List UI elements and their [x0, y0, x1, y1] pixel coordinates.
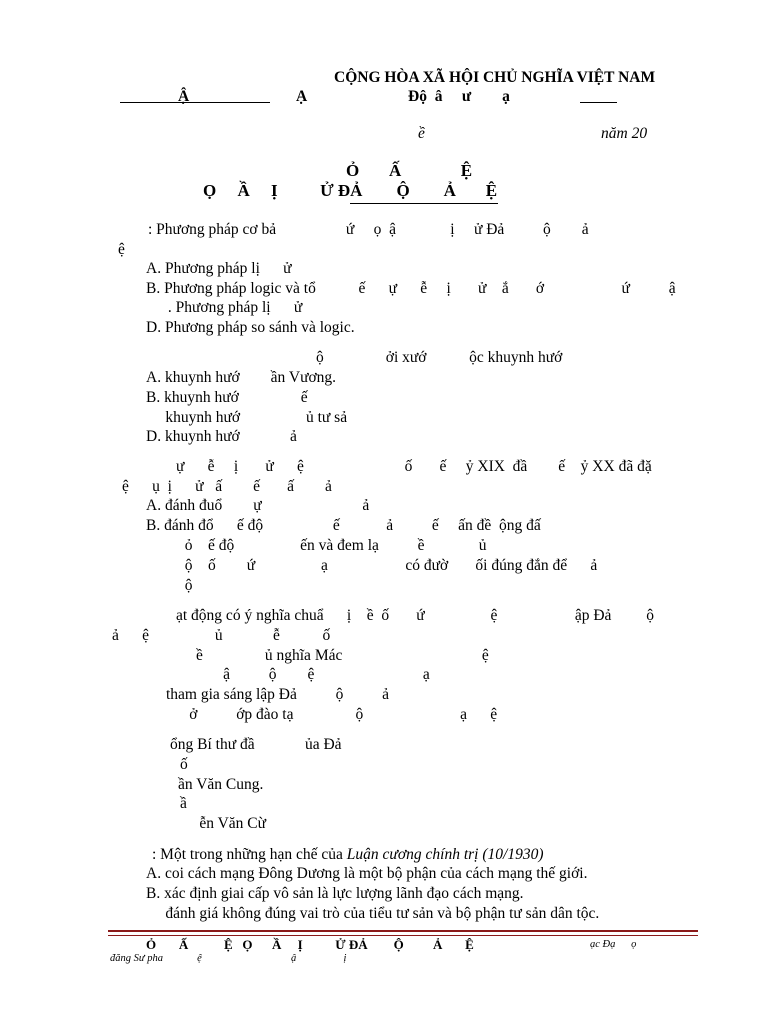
- question-6-stem: [152, 847, 543, 863]
- question-6-stem-prefix: : Một trong những hạn chế của: [152, 846, 347, 863]
- date-year: năm 20: [601, 125, 648, 142]
- question-3-option-a: A. đánh đuổ ự ả: [146, 497, 370, 514]
- question-3-option-b: B. đánh đổ ế độ ế ả ế ấn đề ộng đấ: [146, 517, 541, 534]
- title-underline: [350, 203, 498, 204]
- doc-title-line-2: Ọ Ầ Ị Ử ĐẢ Ộ Ả Ệ: [203, 181, 498, 200]
- question-2-stem: ộ ởi xướ ộc khuynh hướ: [316, 349, 563, 366]
- question-1-option-a: A. Phương pháp lị ử: [146, 260, 292, 277]
- question-3-option-c: ỏ ế độ ến và đem lạ ề ủ: [146, 537, 487, 554]
- question-2-option-a: A. khuynh hướ ần Vương.: [146, 369, 337, 386]
- country-name: CỘNG HÒA XÃ HỘI CHỦ NGHĨA VIỆT NAM: [334, 69, 656, 86]
- question-2-option-d: D. khuynh hướ ả: [146, 428, 297, 445]
- footer-subline: đăng Sư pha ệ ậ ị: [110, 953, 347, 964]
- question-2-option-c: khuynh hướ ủ tư sả: [146, 409, 348, 426]
- question-5-option-a: ố: [180, 756, 188, 773]
- question-6-option-b: B. xác định giai cấp vô sản là lực lượng lãnh đạo cách mạng.: [146, 885, 524, 902]
- question-4-option-d: ở ớp đào tạ ộ ạ ệ: [166, 706, 498, 723]
- question-3-stem-line-2: ệ ụ ị ử ấ ế ấ ả: [122, 478, 332, 495]
- question-5-option-b: ần Văn Cung.: [178, 776, 264, 793]
- question-5-option-c: ầ: [180, 795, 187, 812]
- question-1-stem-line-2: ệ: [118, 241, 125, 258]
- question-1-stem-line-1: : Phương pháp cơ bả ứ ọ ậ ị ử Đả ộ ả: [148, 221, 589, 238]
- footer-rule-thin: [108, 935, 698, 936]
- question-1-option-c: . Phương pháp lị ử: [164, 299, 303, 316]
- question-4-option-a: ề ủ nghĩa Mác ệ: [196, 647, 489, 664]
- question-6-stem-italic: Luận cương chính trị (10/1930): [346, 846, 544, 863]
- question-2-option-b: B. khuynh hướ ế: [146, 389, 308, 406]
- question-4-stem-line-2: ả ệ ủ ễ ố: [112, 627, 331, 644]
- question-5-stem: ổng Bí thư đầ ủa Đả: [170, 736, 342, 753]
- footer-right: ạc Đạ ọ: [590, 939, 637, 950]
- question-3-stem-line-1: ự ễ ị ử ệ ố ế ỷ XIX đầ ế ỷ XX đã đặ: [176, 458, 652, 475]
- question-5-option-d: ễn Văn Cừ: [180, 815, 267, 832]
- question-3-option-d-cont: ộ: [146, 577, 193, 594]
- national-motto: Độ â ư ạ: [408, 88, 510, 105]
- agency-fragment-1: Ậ: [178, 88, 190, 105]
- question-4-stem-line-1: ạt động có ý nghĩa chuẩ ị ề ố ứ ệ ập Đả ộ: [176, 607, 655, 624]
- question-1-option-d: D. Phương pháp so sánh và logic.: [146, 319, 355, 336]
- question-1-option-b: B. Phương pháp logic và tổ ế ự ễ ị ử ắ ớ ứ ậ: [146, 280, 676, 297]
- date-fragment: ề: [418, 125, 425, 142]
- question-3-option-d: ộ ố ứ ạ có đườ ối đúng đắn để ả: [146, 557, 598, 574]
- footer-rule-thick: [108, 930, 698, 932]
- agency-fragment-2: Ạ: [296, 88, 308, 105]
- motto-underline: [580, 102, 617, 103]
- question-6-option-a: A. coi cách mạng Đông Dương là một bộ phận của cách mạng thế giới.: [146, 865, 588, 882]
- question-4-option-b: ậ ộ ệ ạ: [196, 666, 430, 683]
- question-6-option-c: đánh giá không đúng vai trò của tiểu tư sản và bộ phận tư sản dân tộc.: [146, 905, 600, 922]
- footer-title: Ỏ Ấ Ệ Ọ Ầ Ị Ử ĐẢ Ộ Ả Ệ: [146, 937, 474, 952]
- left-underline: [120, 102, 270, 103]
- question-4-option-c: tham gia sáng lập Đả ộ ả: [166, 686, 389, 703]
- doc-title-line-1: Ỏ Ấ Ệ: [346, 161, 473, 180]
